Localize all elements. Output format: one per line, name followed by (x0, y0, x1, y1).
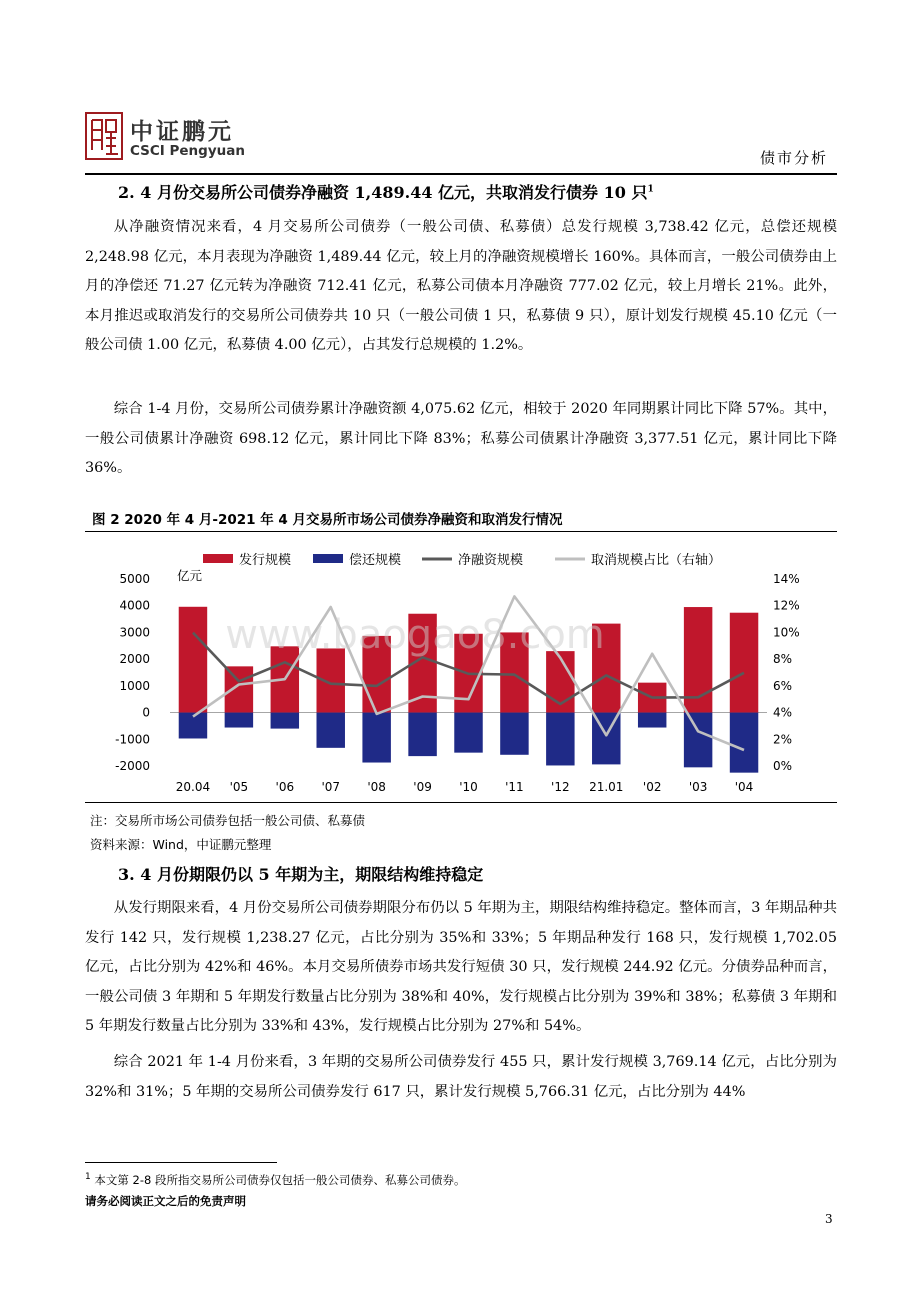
bar (225, 666, 253, 712)
bar (454, 713, 482, 753)
figure-note: 注：交易所市场公司债券包括一般公司债、私募债 (90, 813, 366, 828)
net-financing-chart (85, 540, 837, 798)
x-tick-label: '10 (459, 780, 478, 794)
x-tick-label: '04 (734, 780, 754, 794)
paragraph: 综合 2021 年 1-4 月份来看，3 年期的交易所公司债券发行 455 只，累计发行规模 3,769.14 亿元，占比分别为 32%和 31%；5 年期的交易所公司债券发行 617 只，累计发行规模 5,766.31 亿元，占比分别为 44% (85, 1054, 837, 1100)
logo-text-cn: 中证鹏元 (130, 119, 234, 145)
watermark: www.baogao8.com (225, 612, 605, 658)
y-tick-label: -2000 (115, 759, 150, 773)
bar (179, 607, 207, 713)
y-tick-label: 4000 (119, 598, 150, 613)
x-tick-label: '05 (229, 780, 249, 794)
disclaimer[interactable]: 请务必阅读正文之后的免责声明 (85, 1194, 246, 1208)
y2-tick-label: 6% (773, 678, 793, 693)
legend-label: 发行规模 (239, 553, 292, 568)
x-tick-label: '12 (551, 780, 570, 794)
y-tick-label: 2000 (119, 652, 150, 667)
bar (316, 713, 344, 748)
paragraph: 从发行期限来看，4 月份交易所公司债券期限分布仍以 5 年期为主，期限结构维持稳定。整体而言，3 年期品种共发行 142 只，发行规模 1,238.27 亿元，占比分别为 35%和 33%；5 年期品种发行 168 只，发行规模 1,702.05 亿元，占比分别为 42%和 46%。本月交易所债券市场共发行短债 30 只，发行规模 244.92 亿元。分债券品种而言，一般公司债 3 年期和 5 年期发行数量占比分别为 38%和 40%，发行规模占比分别为 39%和 38%；私募债 3 年期和 5 年期发行数量占比分别为 33%和 43%，发行规模占比分别为 27%和 54%。 (85, 900, 837, 1034)
section3-body-2 (85, 1048, 837, 1107)
section-label: 债市分析 (759, 149, 828, 167)
y-axis-unit: 亿元 (177, 568, 203, 583)
x-tick-label: '03 (688, 780, 708, 794)
y2-tick-label: 8% (773, 652, 793, 667)
y2-tick-label: 14% (773, 572, 800, 586)
y-tick-label: 0 (142, 705, 150, 720)
bar (730, 613, 758, 713)
bar (730, 713, 758, 773)
header-rule (85, 173, 837, 175)
section2-heading: 2. 4 月份交易所公司债券净融资 1,489.44 亿元，共取消发行债券 10 只$^1$ (118, 183, 654, 202)
y-tick-label: 5000 (119, 572, 150, 586)
figure-title: 图 2 2020 年 4 月-2021 年 4 月交易所市场公司债券净融资和取消发行情况 (92, 512, 563, 528)
y-tick-label: 3000 (119, 625, 150, 640)
bar (408, 713, 436, 757)
y2-tick-label: 4% (773, 705, 793, 720)
bar (500, 713, 528, 755)
x-tick-label: '11 (505, 780, 524, 794)
footnote-ref[interactable]: 1 (647, 184, 654, 195)
y-tick-label: 1000 (119, 678, 150, 693)
y-tick-label: -1000 (115, 732, 150, 747)
x-tick-label: 20.04 (175, 780, 211, 794)
x-tick-label: 21.01 (589, 780, 624, 794)
paragraph: 从净融资情况来看，4 月交易所公司债券（一般公司债、私募债）总发行规模 3,738.42 亿元，总偿还规模 2,248.98 亿元，本月表现为净融资 1,489.44 亿元，较上月的净融资规模增长 160%。具体而言，一般公司债券由上月的净偿还 71.27 亿元转为净融资 712.41 亿元，私募公司债本月净融资 777.02 亿元，较上月增长 21%。此外，本月推迟或取消发行的交易所公司债券共 10 只（一般公司债 1 只，私募债 9 只），原计划发行规模 45.10 亿元（一般公司债 1.00 亿元，私募债 4.00 亿元），占其发行总规模的 1.2%。 (85, 219, 837, 353)
paragraph: 综合 1-4 月份，交易所公司债券累计净融资额 4,075.62 亿元，相较于 2020 年同期累计同比下降 57%。其中，一般公司债累计净融资 698.12 亿元，累计同比下降 83%；私募公司债累计净融资 3,377.51 亿元，累计同比下降 36%。 (85, 401, 837, 476)
legend-swatch (313, 554, 343, 563)
section3-body (85, 894, 837, 1042)
y2-tick-label: 12% (773, 598, 800, 613)
bar (638, 713, 666, 728)
x-tick-label: '09 (413, 780, 432, 794)
bar (225, 713, 253, 728)
bar (316, 648, 344, 712)
bar (684, 713, 712, 768)
legend-label: 偿还规模 (349, 553, 402, 568)
legend-label: 取消规模占比（右轴） (591, 553, 722, 568)
x-tick-label: '02 (642, 780, 662, 794)
page-number: 3 (825, 1212, 833, 1226)
section2-body-2 (85, 395, 837, 484)
y2-tick-label: 0% (773, 759, 793, 773)
x-tick-label: '07 (321, 780, 341, 794)
section2-body (85, 213, 837, 361)
logo-text-en: CSCI Pengyuan (130, 143, 245, 159)
x-tick-label: '08 (367, 780, 386, 794)
y2-tick-label: 10% (773, 625, 800, 640)
chart-legend (203, 552, 721, 568)
figure-rule-bottom (85, 802, 837, 803)
logo-seal-icon (85, 112, 123, 160)
x-tick-label: '06 (275, 780, 295, 794)
bar (546, 713, 574, 766)
legend-swatch (203, 554, 233, 563)
section3-heading: 3. 4 月份期限仍以 5 年期为主，期限结构维持稳定 (118, 865, 484, 884)
bar (362, 713, 390, 763)
footnote-rule (85, 1162, 277, 1163)
y2-tick-label: 2% (773, 732, 793, 747)
bar (271, 713, 299, 729)
legend-label: 净融资规模 (458, 553, 524, 568)
footnote: $^1$ 本文第 2-8 段所指交易所公司债券仅包括一般公司债券、私募公司债券。 (85, 1172, 466, 1187)
figure-rule-top (85, 531, 837, 532)
figure-source: 资料来源：Wind，中证鹏元整理 (90, 837, 272, 852)
